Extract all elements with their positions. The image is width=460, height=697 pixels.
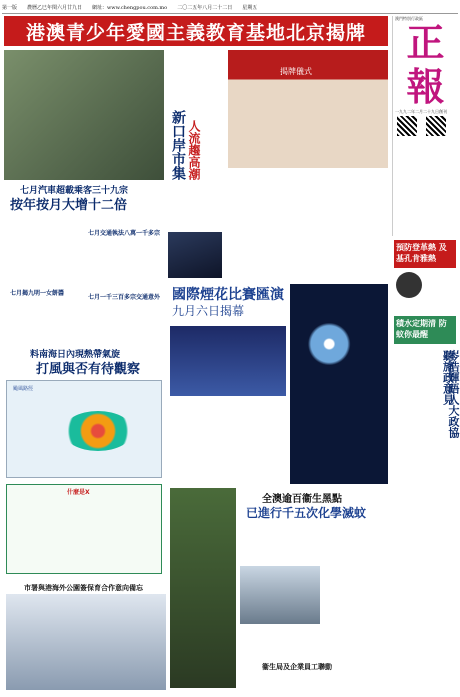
article-1-headline: 七月汽車超載乘客三十九宗 [20,186,129,196]
weather-headline: 料南海日內現熱帶氣旋 [30,350,121,360]
weather-subhead: 打風與否有待觀察 [36,362,141,377]
masthead-small-1: 澳門特別行政區 [395,16,423,21]
ceremony-photo [228,50,388,168]
fireworks-headline: 國際煙花比賽匯演 [172,287,284,303]
bottom-right-headline: 衞生局及企業員工聯動 [262,663,332,671]
article-2-body [88,236,166,286]
issue-date: 二〇二五年八月二十二日 [177,5,233,11]
masthead-char-2: 報 [406,64,445,109]
qr-code-icon[interactable] [426,116,446,136]
port-market-photo [168,232,222,278]
mosquito-subhead: 已進行千五次化學滅蚊 [246,506,367,520]
website[interactable]: 網址：www.chengpou.com.mo [92,5,168,11]
article-2-headline: 七月交通執法八萬一千多宗 [88,230,161,237]
weekday: 星期五 [242,5,258,11]
page-number: 第一版 [2,5,18,11]
ceremony-caption: 揭牌儀式 [280,67,312,76]
article-4-headline: 七月揭九明一女餅醬 [10,290,65,297]
side-ad-water: 積水定期清 防蚊你最醒 [394,316,456,344]
main-headline: 港澳青少年愛國主義教育基地北京揭牌 [4,16,388,46]
side-ad-dengue: 預防登革熱 及基孔肯雅熱 [394,240,456,268]
mosquito-body [240,524,388,564]
weather-chart-label: 颱風路徑 [13,386,34,392]
fireworks-stage-photo [170,326,286,396]
article-3-body [88,300,166,340]
article-3-headline: 七月一千三百多宗交通意外 [88,294,161,301]
fireworks-photo [290,284,388,484]
port-market-body [168,48,226,108]
masthead-small-2: 一九九二年二月二十九日創刊 [395,109,447,114]
mosquito-icon [396,272,422,298]
bottom-meeting-photo [6,594,166,690]
police-photo [4,50,164,180]
typhoon-path-graphic [63,411,133,451]
mosquito-headline: 全澳逾百衞生黑點 [262,494,342,505]
mosquito-crowd-photo [240,566,320,624]
fireworks-body [170,400,286,482]
top-bar [2,2,458,14]
info-graphic-card [6,484,162,574]
masthead [392,16,456,236]
lunar-date: 農曆乙巳年閏六月廿九日 [27,5,83,11]
weather-chart [6,380,162,478]
info-card-label: 什麼是X [67,489,90,496]
bottom-headline: 市署與港海外公園簽保育合作意向備忘 [24,584,143,592]
port-market-headline: 新口岸市集 [170,110,186,180]
fireworks-subhead: 九月六日揭幕 [172,304,245,318]
qr-code-icon[interactable] [397,116,417,136]
port-market-red-headline: 人流趨高潮 [187,120,201,180]
mosquito-spray-photo [170,488,236,688]
ceremony-body [228,172,388,277]
side-article [394,350,460,690]
article-1-body [4,212,84,332]
masthead-char-1: 正 [406,20,445,65]
article-1-subhead: 按年按月大增十二倍 [10,198,128,213]
side-article-headline: 岑浩輝晤人大政協聽施政意見 [441,350,460,438]
